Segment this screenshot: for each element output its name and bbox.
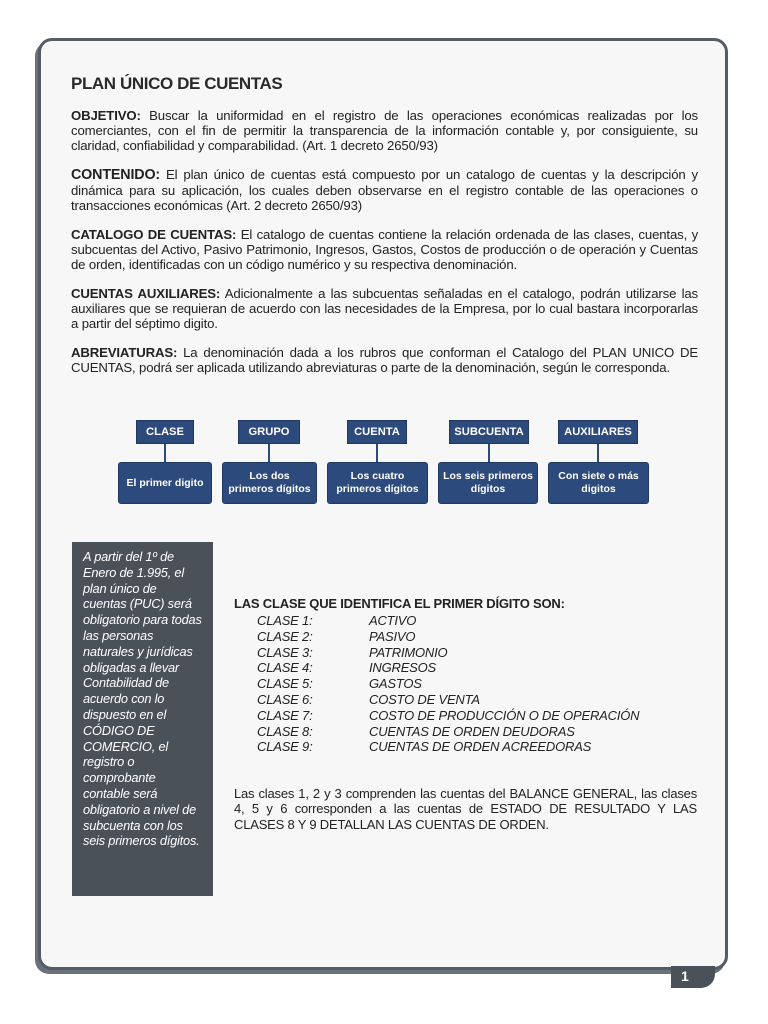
diagram-header-auxiliares: AUXILIARES	[558, 420, 638, 444]
label-objetivo: OBJETIVO:	[71, 108, 141, 123]
class-row	[234, 676, 704, 692]
text-catalogo: El catalogo de cuentas contiene la relación ordenada de las clases, cuentas, y subcuentas del Activo, Pasivo Patrimonio, Ingresos, Gastos, Costos de producción o de operación y Cuentas de orden, identificadas con un código numérico y su respectiva denominación.	[71, 227, 699, 272]
label-catalogo: CATALOGO DE CUENTAS:	[71, 227, 237, 242]
diagram-header-clase: CLASE	[136, 420, 194, 444]
diagram-connector	[376, 444, 378, 462]
class-code: CLASE 9:	[257, 739, 313, 755]
diagram-connector	[268, 444, 270, 462]
closing-paragraph: Las clases 1, 2 y 3 comprenden las cuentas del BALANCE GENERAL, las clases 4, 5 y 6 corresponden a las cuentas de ESTADO DE RESULTADO Y LAS CLASES 8 Y 9 DETALLAN LAS CUENTAS DE ORDEN.	[234, 786, 697, 832]
class-name: ACTIVO	[369, 613, 417, 628]
class-name: PASIVO	[369, 628, 416, 644]
class-name: GASTOS	[369, 676, 422, 692]
diagram-header-subcuenta: SUBCUENTA	[449, 420, 529, 444]
class-code: CLASE 5:	[257, 676, 313, 692]
class-row	[234, 724, 704, 740]
class-row	[234, 739, 704, 755]
digit-structure-diagram	[118, 418, 658, 508]
class-code: CLASE 8:	[257, 723, 313, 739]
class-name: COSTO DE VENTA	[369, 691, 480, 707]
label-abreviaturas: ABREVIATURAS:	[71, 345, 178, 360]
text-auxiliares: Adicionalmente a las subcuentas señaladas en el catalogo, podrán utilizarse las auxiliares que se requieran de acuerdo con las necesidades de la Empresa, por lo cual bastara incorporarlas a partir del séptimo digito.	[71, 286, 698, 331]
diagram-desc-clase: El primer digito	[118, 462, 212, 504]
paragraph-abreviaturas	[71, 345, 698, 375]
class-code: CLASE 2:	[257, 628, 313, 644]
classes-list	[234, 596, 704, 755]
diagram-desc-auxiliares: Con siete o más digitos	[548, 462, 649, 504]
label-contenido: CONTENIDO:	[71, 167, 161, 183]
text-abreviaturas: La denominación dada a los rubros que conforman el Catalogo del PLAN UNICO DE CUENTAS, podrá ser aplicada utilizando abreviaturas o parte de la denominación, según le corresponda.	[71, 345, 698, 375]
class-row	[234, 645, 704, 661]
diagram-header-cuenta: CUENTA	[347, 420, 407, 444]
paragraph-objetivo	[71, 108, 698, 153]
label-auxiliares: CUENTAS AUXILIARES:	[71, 286, 221, 301]
class-row	[234, 629, 704, 645]
class-row	[234, 613, 704, 629]
paragraph-auxiliares	[71, 286, 698, 331]
classes-heading: LAS CLASE QUE IDENTIFICA EL PRIMER DÍGITO SON:	[234, 596, 565, 611]
class-code: CLASE 7:	[257, 707, 313, 723]
class-name: PATRIMONIO	[369, 644, 448, 660]
class-code: CLASE 4:	[257, 660, 313, 676]
diagram-desc-grupo: Los dos primeros dígitos	[222, 462, 317, 504]
diagram-connector	[164, 444, 166, 462]
diagram-header-grupo: GRUPO	[238, 420, 300, 444]
class-code: CLASE 3:	[257, 644, 313, 660]
class-name: CUENTAS DE ORDEN DEUDORAS	[369, 723, 575, 739]
class-name: INGRESOS	[369, 660, 437, 676]
class-row	[234, 692, 704, 708]
page-title: PLAN ÚNICO DE CUENTAS	[71, 74, 283, 93]
class-code: CLASE 6:	[257, 691, 313, 707]
class-name: COSTO DE PRODUCCIÓN O DE OPERACIÓN	[369, 707, 640, 723]
diagram-connector	[597, 444, 599, 462]
diagram-desc-subcuenta: Los seis primeros dígitos	[438, 462, 538, 504]
paragraph-catalogo	[71, 227, 698, 272]
class-row	[234, 708, 704, 724]
class-name: CUENTAS DE ORDEN ACREEDORAS	[369, 739, 592, 755]
class-code: CLASE 1:	[257, 613, 313, 628]
paragraph-contenido	[71, 167, 698, 213]
main-content	[71, 74, 698, 389]
diagram-desc-cuenta: Los cuatro primeros dígitos	[327, 462, 428, 504]
class-row	[234, 660, 704, 676]
sidebar-note: A partir del 1º de Enero de 1.995, el plan único de cuentas (PUC) será obligatorio para todas las personas naturales y jurídicas obligadas a llevar Contabilidad de acuerdo con lo dispuesto en el CÓDIGO DE COMERCIO, el registro o comprobante contable será obligatorio a nivel de subcuenta con los seis primeros dígitos.	[72, 542, 213, 896]
diagram-connector	[488, 444, 490, 462]
text-contenido: El plan único de cuentas está compuesto por un catalogo de cuentas y la descripción y dinámica para su aplicación, los cuales deben observarse en el registro contable de las operaciones o transacciones económicas (Art. 2 decreto 2650/93)	[71, 167, 698, 213]
page-number-tab	[671, 966, 715, 988]
page-number: 1	[681, 968, 689, 984]
text-objetivo: Buscar la uniformidad en el registro de las operaciones económicas realizadas por los comerciantes, con el fin de permitir la transparencia de la información contable y, por consiguiente, su claridad, confiabilidad y comparabilidad. (Art. 1 decreto 2650/93)	[71, 108, 698, 153]
